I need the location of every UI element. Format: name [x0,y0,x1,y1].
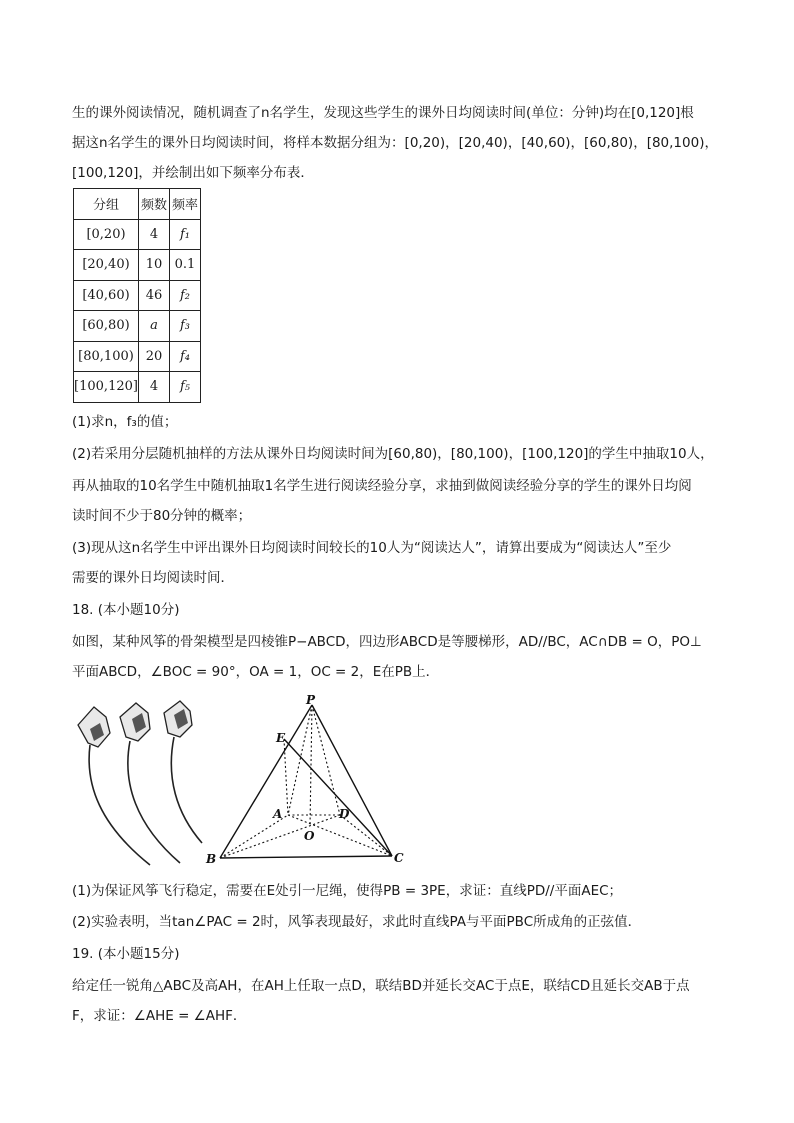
diagonal-bd [220,815,340,858]
table-cell: [80,100) [74,341,139,372]
table-cell: a [139,311,170,342]
q17-part-3-line-2: 需要的课外日均阅读时间． [72,570,234,586]
q17-part-3-line-1: (3)现从这n名学生中评出课外日均阅读时间较长的10人为“阅读达人”，请算出要成为“阅读达人”至少 [72,540,672,556]
table-row [74,280,201,311]
table-cell: 4 [139,219,170,250]
table-row [74,311,201,342]
kite-illustration [70,695,205,870]
q19-header: 19. (本小题15分) [72,946,180,962]
table-cell: f₄ [170,341,201,372]
table-row [74,219,201,250]
intro-line-2: 据这n名学生的课外日均阅读时间，将样本数据分组为：[0,20)，[20,40)，[40,60)，[60,80)，[80,100)， [72,135,718,151]
table-row [74,341,201,372]
intro-line-3: [100,120]，并绘制出如下频率分布表． [72,165,314,181]
table-cell: 4 [139,372,170,403]
pyramid-diagram [200,693,430,868]
table-cell: f₁ [170,219,201,250]
edge-pa [288,705,312,815]
table-cell: [60,80) [74,311,139,342]
table-cell: [20,40) [74,250,139,281]
edge-bc [220,856,392,858]
q17-part-2-line-2: 再从抽取的10名学生中随机抽取1名学生进行阅读经验分享，求抽到做阅读经验分享的学生的课外日均阅 [72,478,692,494]
frequency-table [73,188,201,403]
q17-part-2-line-1: (2)若采用分层随机抽样的方法从课外日均阅读时间为[60,80)，[80,100)，[100,120]的学生中抽取10人， [72,446,714,462]
q17-part-2-line-3: 读时间不少于80分钟的概率； [72,508,252,524]
q17-part-1: (1)求n，f₃的值； [72,414,178,430]
label-a: A [273,807,283,821]
table-header-row [74,189,201,220]
table-header: 分组 [74,189,139,220]
q18-header: 18. (本小题10分) [72,602,180,618]
edge-pc [312,705,392,856]
table-row [74,250,201,281]
segment-ec [284,739,392,856]
q18-stem-line-1: 如图，某种风筝的骨架模型是四棱锥P−ABCD，四边形ABCD是等腰梯形，AD//BC，AC∩DB = O，PO⊥ [72,634,702,650]
edge-pd [312,705,340,815]
label-o: O [304,829,315,843]
q19-stem-line-2: F，求证：∠AHE = ∠AHF． [72,1008,247,1024]
q18-stem-line-2: 平面ABCD，∠BOC = 90°，OA = 1，OC = 2，E在PB上． [72,664,440,680]
label-d: D [339,807,350,821]
table-cell: f₂ [170,280,201,311]
segment-po [310,705,312,826]
label-p: P [306,693,316,707]
table-cell: [40,60) [74,280,139,311]
table-row [74,372,201,403]
table-cell: 46 [139,280,170,311]
table-header: 频数 [139,189,170,220]
table-cell: 10 [139,250,170,281]
q18-part-1: (1)为保证风筝飞行稳定，需要在E处引一尼绳，使得PB = 3PE，求证：直线PD//平面AEC； [72,883,623,899]
label-e: E [276,731,286,745]
intro-line-1: 生的课外阅读情况，随机调查了n名学生，发现这些学生的课外日均阅读时间(单位：分钟)均在[0,120]根 [72,105,694,121]
edge-pb [220,705,312,858]
edge-dc [340,815,392,856]
table-cell: [100,120] [74,372,139,403]
table-header: 频率 [170,189,201,220]
label-b: B [206,852,217,866]
table-cell: 0.1 [170,250,201,281]
edge-ab [220,815,288,858]
q18-part-2: (2)实验表明，当tan∠PAC = 2时，风筝表现最好，求此时直线PA与平面PBC所成角的正弦值． [72,914,642,930]
label-c: C [394,851,404,865]
table-cell: f₃ [170,311,201,342]
table-cell: f₅ [170,372,201,403]
table-cell: 20 [139,341,170,372]
q19-stem-line-1: 给定任一锐角△ABC及高AH，在AH上任取一点D，联结BD并延长交AC于点E，联结CD且延长交AB于点 [72,978,690,994]
table-cell: [0,20) [74,219,139,250]
